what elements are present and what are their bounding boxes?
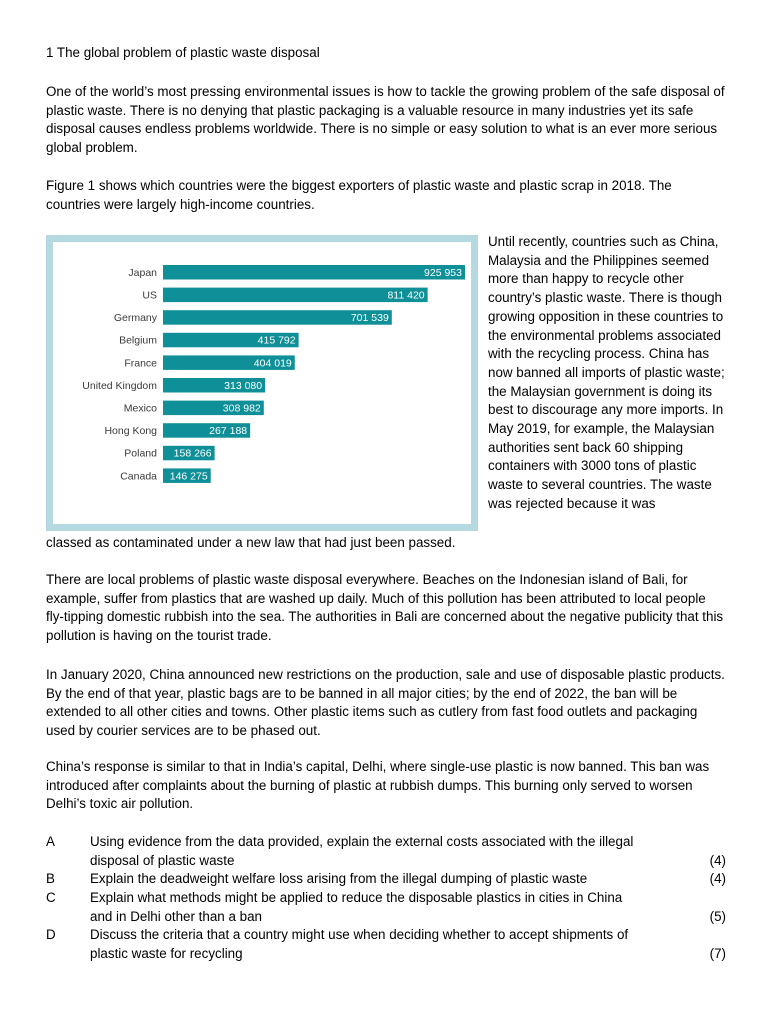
- value-label: 811 420: [387, 289, 425, 302]
- category-label: Hong Kong: [104, 425, 157, 438]
- category-label: Poland: [124, 447, 157, 460]
- category-label: France: [124, 357, 157, 370]
- category-label: US: [142, 289, 157, 302]
- question-letter: B: [46, 871, 55, 886]
- intro-paragraph: One of the world’s most pressing environmental issues is how to tackle the growing problem of the safe disposal of plastic waste. There is no denying that plastic packaging is a valuable resource in many industries yet its safe disposal causes endless problems worldwide. There is no simple or easy solution to what is an ever more serious global problem.: [46, 84, 725, 156]
- figure-intro-paragraph: Figure 1 shows which countries were the biggest exporters of plastic waste and plastic scrap in 2018. The countries were largely high-income countries.: [46, 178, 672, 212]
- category-label: Belgium: [119, 334, 157, 347]
- question-letter: D: [46, 927, 56, 942]
- value-label: 701 539: [350, 312, 389, 325]
- value-label: 158 266: [173, 447, 212, 460]
- page-heading: 1 The global problem of plastic waste disposal: [46, 45, 320, 60]
- delhi-paragraph: China’s response is similar to that in India’s capital, Delhi, where single-use plastic is now banned. This ban was introduced after complaints about the burning of plastic at rubbish dumps. This burning only served to worsen Delhi’s toxic air pollution.: [46, 759, 710, 812]
- value-label: 308 982: [222, 402, 261, 415]
- question-text: Explain what methods might be applied to reduce the disposable plastics in cities in China and in Delhi other than a ban: [90, 890, 623, 924]
- chart-plot-area: [53, 242, 471, 524]
- question-text: Discuss the criteria that a country might use when deciding whether to accept shipments of plastic waste for recycling: [90, 927, 629, 961]
- bali-paragraph: There are local problems of plastic waste disposal everywhere. Beaches on the Indonesian island of Bali, for example, suffer from plastics that are washed up daily. Much of this pollution has been attributed to local people fly-tipping domestic rubbish into the sea. The authorities in Bali are concerned about the negative publicity that this pollution is having on the tourist trade.: [46, 572, 724, 644]
- china-restrictions-paragraph: In January 2020, China announced new restrictions on the production, sale and use of disposable plastic products. By the end of that year, plastic bags are to be banned in all major cities; by the end of 2022, the ban will be extended to all other cities and towns. Other plastic items such as cutlery from fast food outlets and packaging used by courier services are to be phased out.: [46, 667, 725, 739]
- question-marks: (4): [709, 871, 726, 886]
- bar: [163, 265, 465, 280]
- value-label: 925 953: [424, 266, 462, 279]
- value-label: 267 188: [209, 425, 248, 438]
- figure-1-chart: [46, 235, 478, 531]
- value-label: 415 792: [257, 334, 296, 347]
- value-label: 146 275: [169, 470, 208, 483]
- value-label: 313 080: [224, 379, 263, 392]
- question-marks: (7): [709, 945, 726, 961]
- wrapped-paragraph-tail: classed as contaminated under a new law that had just been passed.: [46, 535, 456, 550]
- bar-chart-svg: [53, 242, 471, 524]
- value-label: 404 019: [253, 357, 292, 370]
- category-label: Japan: [128, 266, 157, 279]
- question-text: Explain the deadweight welfare loss arising from the illegal dumping of plastic waste: [90, 871, 588, 886]
- question-marks: (4): [709, 852, 726, 868]
- question-letter: C: [46, 890, 56, 905]
- category-label: Canada: [120, 470, 157, 483]
- category-label: Mexico: [123, 402, 157, 415]
- question-text: Using evidence from the data provided, explain the external costs associated with the illegal disposal of plastic waste: [90, 834, 634, 868]
- category-label: United Kingdom: [82, 379, 157, 392]
- wrapped-paragraph: Until recently, countries such as China, Malaysia and the Philippines seemed more than happy to recycle other country’s plastic waste. There is though growing opposition in these countries to the environmental problems associated with the recycling process. China has now banned all imports of plastic waste; the Malaysian government is doing its best to discourage any more imports. In May 2019, for example, the Malaysian authorities sent back 60 shipping containers with 3000 tons of plastic waste to several countries. The waste was rejected because it was: [488, 234, 725, 511]
- question-marks: (5): [709, 908, 726, 924]
- category-label: Germany: [113, 312, 157, 325]
- question-letter: A: [46, 834, 55, 849]
